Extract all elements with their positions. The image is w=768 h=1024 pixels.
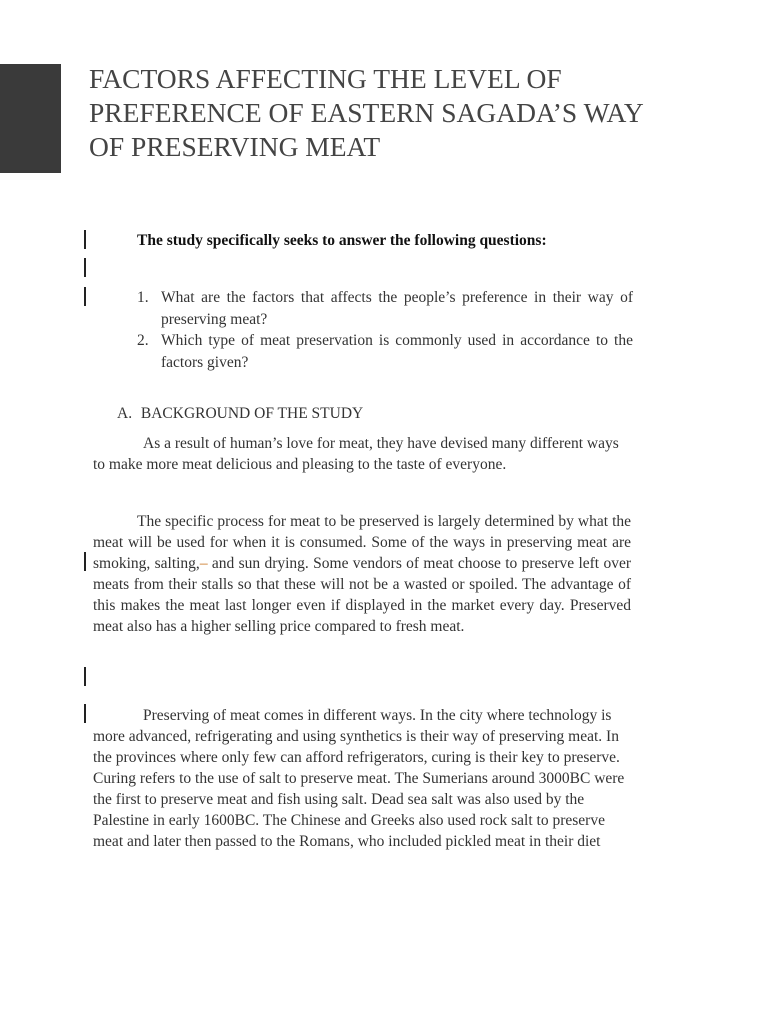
questions-list: [137, 287, 633, 373]
paragraph-3-text: Preserving of meat comes in different ways. In the city where technology is more advanced, refrigerating and using synthetics is their way of preserving meat. In the provinces where only few can afford refrigerators, curing is their key to preserve. Curing refers to the use of salt to preserve meat. The Sumerians around 3000BC were the first to preserve meat and fish using salt. Dead sea salt was also used by the Palestine in early 1600BC. The Chinese and Greeks also used rock salt to preserve meat and later then passed to the Romans, who included pickled meat in their diet: [93, 707, 625, 850]
list-item: [137, 287, 633, 330]
revision-bar: [84, 230, 86, 249]
list-item: [137, 330, 633, 373]
section-letter: A.: [117, 405, 133, 422]
study-questions-intro: The study specifically seeks to answer the following questions:: [137, 232, 547, 249]
paragraph-1-text: As a result of human’s love for meat, they have devised many different ways to make more meat delicious and pleasing to the taste of everyone.: [93, 435, 619, 473]
paragraph-2-text-a: The specific process for meat to be preserved is largely determined by what the meat will be used for when it is consumed. Some of the ways in preserving meat are smoking, salting,: [93, 513, 631, 572]
revision-bar: [84, 667, 86, 686]
question-number: 1.: [137, 289, 149, 306]
section-heading-text: BACKGROUND OF THE STUDY: [140, 405, 364, 422]
page-title: FACTORS AFFECTING THE LEVEL OF PREFERENCE OF EASTERN SAGADA’S WAY OF PRESERVING MEAT: [89, 63, 643, 162]
paragraph-1: [93, 433, 631, 475]
revision-bar: [84, 704, 86, 723]
question-number: 2.: [137, 332, 149, 349]
question-text: What are the factors that affects the people’s preference in their way of preserving meat?: [161, 289, 633, 328]
edit-mark: –: [199, 555, 208, 572]
revision-bar: [84, 552, 86, 571]
section-heading: [117, 404, 363, 424]
side-decoration-block: [0, 64, 61, 173]
paragraph-2: [93, 511, 631, 637]
paragraph-3: [93, 705, 631, 852]
paragraph-2-text-b: and sun drying. Some vendors of meat choose to preserve left over meats from their stalls so that these will not be a wasted or spoiled. The advantage of this makes the meat last longer even if displayed in the market every day. Preserved meat also has a higher selling price compared to fresh meat.: [93, 555, 631, 635]
question-text: Which type of meat preservation is commonly used in accordance to the factors given?: [161, 332, 633, 371]
revision-bar: [84, 258, 86, 277]
revision-bar: [84, 287, 86, 306]
